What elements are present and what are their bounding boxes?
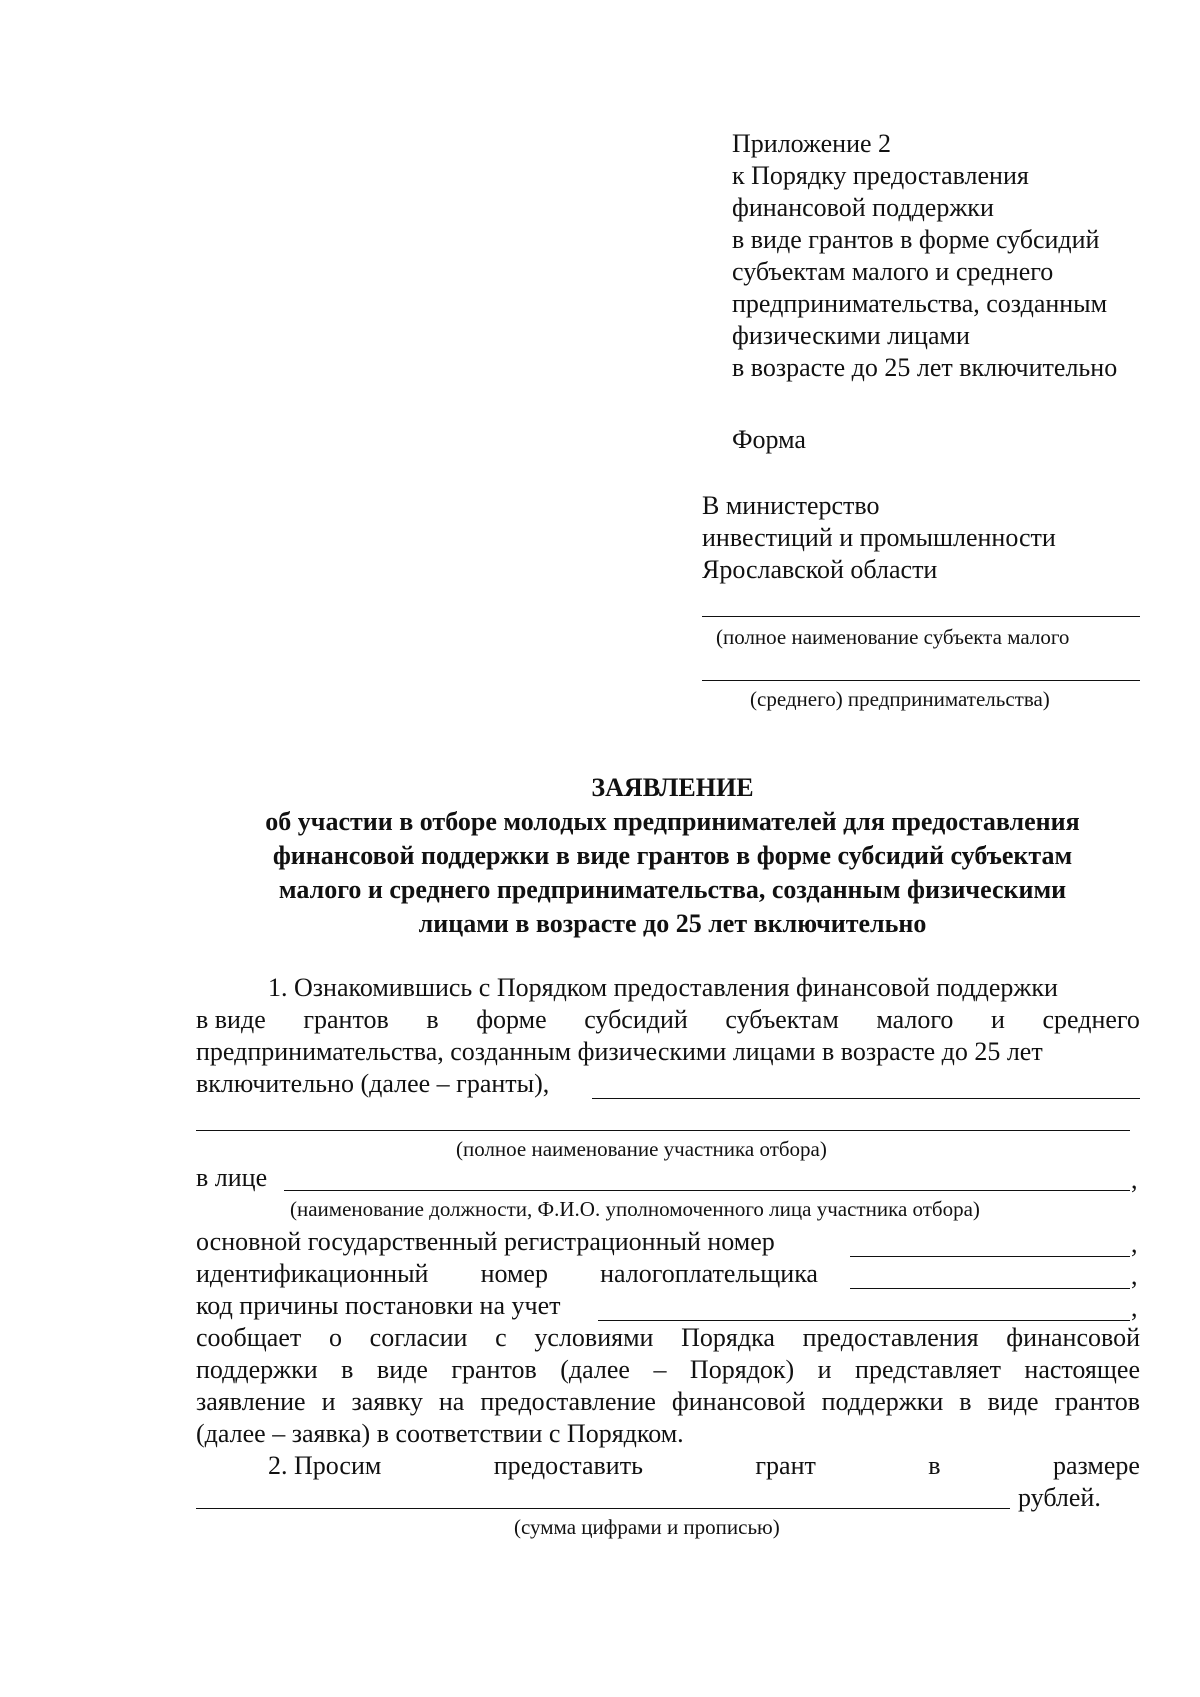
word: субъектам xyxy=(725,1005,839,1034)
comma: , xyxy=(1131,1165,1138,1194)
p1-line: предпринимательства, созданным физическими лицами в возрасте до 25 лет xyxy=(196,1037,1043,1066)
in-person-label: в лице xyxy=(196,1163,268,1192)
participant-name-line-2[interactable] xyxy=(196,1130,1130,1131)
appendix-line: финансовой поддержки xyxy=(732,193,994,222)
p1-line-justified xyxy=(196,1004,1140,1036)
participant-name-hint: (полное наименование участника отбора) xyxy=(456,1137,827,1161)
authorized-person-line[interactable] xyxy=(284,1190,1130,1191)
word: идентификационный xyxy=(196,1259,429,1288)
appendix-line: предпринимательства, созданным xyxy=(732,289,1108,318)
consent-line: (далее – заявка) в соответствии с Порядком. xyxy=(196,1419,684,1448)
word: номер xyxy=(480,1259,548,1288)
kpp-input-line[interactable] xyxy=(598,1320,1130,1321)
title-line: финансовой поддержки в виде грантов в форме субсидий субъектам xyxy=(272,841,1073,870)
inn-input-line[interactable] xyxy=(850,1288,1130,1289)
word: налогоплательщика xyxy=(600,1259,818,1288)
form-label: Форма xyxy=(732,425,806,454)
ogrn-input-line[interactable] xyxy=(850,1256,1130,1257)
word: в виде xyxy=(196,1005,266,1034)
word: форме xyxy=(476,1005,547,1034)
appendix-line: субъектам малого и среднего xyxy=(732,257,1054,286)
p1-line: включительно (далее – гранты), xyxy=(196,1069,550,1098)
p1-line: 1. Ознакомившись с Порядком предоставления финансовой поддержки xyxy=(268,973,1058,1002)
p2-line-justified xyxy=(268,1450,1140,1482)
consent-line: поддержки в виде грантов (далее – Порядок) и представляет настоящее xyxy=(196,1355,1140,1384)
consent-line: заявление и заявку на предоставление финансовой поддержки в виде грантов xyxy=(196,1387,1140,1416)
inn-label xyxy=(196,1258,818,1290)
appendix-line: в возрасте до 25 лет включительно xyxy=(732,353,1118,382)
addressee-line: Ярославской области xyxy=(702,555,938,584)
word: и xyxy=(990,1005,1005,1034)
word: среднего xyxy=(1042,1005,1140,1034)
word: субсидий xyxy=(584,1005,688,1034)
word: малого xyxy=(876,1005,954,1034)
title-line: лицами в возрасте до 25 лет включительно xyxy=(418,909,927,938)
ogrn-label: основной государственный регистрационный номер xyxy=(196,1227,775,1256)
appendix-line: к Порядку предоставления xyxy=(732,161,1029,190)
addressee-line: В министерство xyxy=(702,491,880,520)
title-line: об участии в отборе молодых предпринимателей для предоставления xyxy=(265,807,1080,836)
word: размере xyxy=(1052,1451,1140,1480)
word: в xyxy=(928,1451,941,1480)
appendix-line: в виде грантов в форме субсидий xyxy=(732,225,1100,254)
title-line: малого и среднего предпринимательства, созданным физическими xyxy=(278,875,1067,904)
consent-line: сообщает о согласии с условиями Порядка предоставления финансовой xyxy=(196,1323,1140,1352)
participant-name-line[interactable] xyxy=(592,1098,1140,1099)
title-heading: ЗАЯВЛЕНИЕ xyxy=(591,773,754,802)
authorized-person-hint: (наименование должности, Ф.И.О. уполномоченного лица участника отбора) xyxy=(290,1197,980,1221)
appendix-line: физическими лицами xyxy=(732,321,970,350)
word: грант xyxy=(755,1451,816,1480)
word: в xyxy=(426,1005,439,1034)
comma: , xyxy=(1131,1261,1138,1290)
word: предоставить xyxy=(493,1451,643,1480)
rubles-label: рублей. xyxy=(1018,1483,1101,1512)
comma: , xyxy=(1131,1229,1138,1258)
appendix-line: Приложение 2 xyxy=(732,129,892,158)
subject-name-hint-2: (среднего) предпринимательства) xyxy=(750,687,1050,711)
subject-name-line-2[interactable] xyxy=(702,680,1140,681)
comma: , xyxy=(1131,1293,1138,1322)
word: 2. Просим xyxy=(268,1451,382,1480)
grant-sum-line[interactable] xyxy=(196,1508,1010,1509)
kpp-label: код причины постановки на учет xyxy=(196,1291,561,1320)
addressee-line: инвестиций и промышленности xyxy=(702,523,1056,552)
subject-name-line[interactable] xyxy=(702,616,1140,617)
word: грантов xyxy=(303,1005,389,1034)
subject-name-hint: (полное наименование субъекта малого xyxy=(716,625,1070,649)
grant-sum-hint: (сумма цифрами и прописью) xyxy=(514,1515,780,1539)
